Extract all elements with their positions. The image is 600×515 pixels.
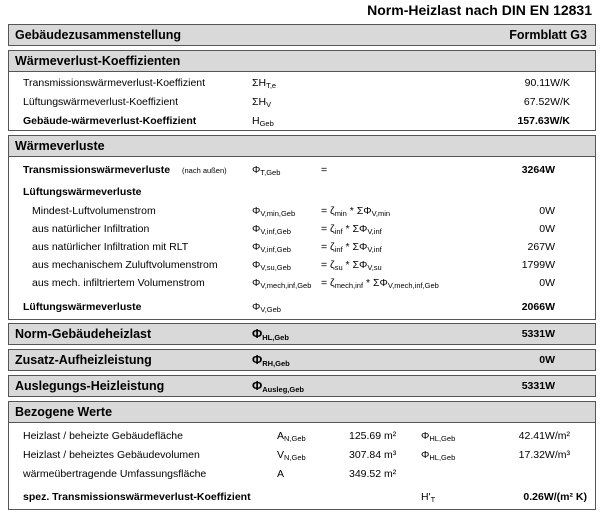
form-label: Formblatt G3 — [509, 28, 587, 42]
vent-label: Mindest-Luftvolumenstrom — [32, 205, 156, 217]
coef-label: Gebäude-wärmeverlust-Koeffizient — [23, 115, 197, 127]
header-title: Gebäudezusammenstellung — [15, 28, 182, 42]
coef-value: 157.63W/K — [517, 115, 570, 127]
vent-value: 0W — [539, 205, 555, 217]
vent-value: 0W — [539, 223, 555, 235]
coef-value: 67.52W/K — [523, 96, 570, 108]
ausleg-symbol: $\Phi_{Ausleg,Geb}$ — [252, 379, 304, 394]
section-header-losses — [8, 135, 596, 157]
vent-label: aus natürlicher Infiltration — [32, 223, 150, 235]
coef-title: Wärmeverlust-Koeffizienten — [15, 54, 181, 68]
related-values-section — [8, 422, 596, 510]
vent-value: 0W — [539, 277, 555, 289]
related-symbol-2: $\Phi_{HL,Geb}$ — [421, 449, 456, 462]
spez-value: 0.26W/(m² K) — [523, 491, 587, 503]
norm-title: Norm-Gebäudeheizlast — [15, 327, 152, 341]
vent-symbol: $\Phi_{V,inf,Geb}$ — [252, 223, 291, 236]
vent-symbol: $\Phi_{V,min,Geb}$ — [252, 205, 296, 218]
vent-formula: = $\zeta_{mech,inf} * \Sigma\Phi_{V,mech,inf,Geb}$ — [321, 277, 439, 290]
vent-label: aus mechanischem Zuluftvolumenstrom — [32, 259, 218, 271]
section-header-gebaeudezusammenstellung — [8, 24, 596, 46]
vent-symbol: $\Phi_{V,su,Geb}$ — [252, 259, 291, 272]
norm-value: 5331W — [521, 328, 555, 340]
section-header-coefficients — [8, 50, 596, 72]
document-title: Norm-Heizlast nach DIN EN 12831 — [367, 2, 592, 18]
norm-symbol: $\Phi_{HL,Geb}$ — [252, 327, 289, 342]
norm-heating-load-row — [8, 323, 596, 345]
trans-eq: = — [321, 164, 328, 176]
related-value: 125.69 m² — [349, 430, 397, 442]
related-label: wärmeübertragende Umfassungsfläche — [23, 468, 207, 480]
related-symbol: $A_{N,Geb}$ — [277, 430, 306, 443]
coef-symbol: $H_{Geb}$ — [252, 115, 274, 128]
trans-value: 3264W — [521, 164, 555, 176]
vent-title: Lüftungswärmeverluste — [23, 186, 142, 198]
related-value: 349.52 m² — [349, 468, 397, 480]
reheat-row — [8, 349, 596, 371]
related-value: 307.84 m³ — [349, 449, 397, 461]
related-value-2: 17.32W/m³ — [518, 449, 570, 461]
vent-value: 1799W — [521, 259, 555, 271]
related-symbol-2: $\Phi_{HL,Geb}$ — [421, 430, 456, 443]
ausleg-title: Auslegungs-Heizleistung — [15, 379, 165, 393]
trans-symbol: $\Phi_{T,Geb}$ — [252, 164, 281, 177]
coef-symbol: $\Sigma H_{T,e}$ — [252, 77, 277, 90]
vent-total-label: Lüftungswärmeverluste — [23, 301, 142, 313]
vent-formula: = $\zeta_{min} * \Sigma\Phi_{V,min}$ — [321, 205, 391, 218]
vent-total-value: 2066W — [521, 301, 555, 313]
ausleg-value: 5331W — [521, 380, 555, 392]
related-label: Heizlast / beheiztes Gebäudevolumen — [23, 449, 200, 461]
vent-formula: = $\zeta_{su} * \Sigma\Phi_{V,su}$ — [321, 259, 382, 272]
zusatz-symbol: $\Phi_{RH,Geb}$ — [252, 353, 290, 368]
trans-label: Transmissionswärmeverluste — [23, 164, 171, 176]
vent-formula: = $\zeta_{inf} * \Sigma\Phi_{V,inf}$ — [321, 223, 382, 236]
coef-section — [8, 71, 596, 131]
vent-formula: = $\zeta_{inf} * \Sigma\Phi_{V,inf}$ — [321, 241, 382, 254]
vent-label: aus natürlicher Infiltration mit RLT — [32, 241, 189, 253]
coef-label: Transmissionswärmeverlust-Koeffizient — [23, 77, 206, 89]
zusatz-title: Zusatz-Aufheizleistung — [15, 353, 152, 367]
section-header-related — [8, 401, 596, 423]
vent-total-symbol: $\Phi_{V,Geb}$ — [252, 301, 281, 314]
vent-symbol: $\Phi_{V,mech,inf,Geb}$ — [252, 277, 312, 290]
zusatz-value: 0W — [539, 354, 555, 366]
related-symbol: A — [277, 468, 285, 480]
related-symbol: $V_{N,Geb}$ — [277, 449, 306, 462]
coef-value: 90.11W/K — [524, 77, 570, 89]
spez-label: spez. Transmissionswärmeverlust-Koeffizient — [23, 491, 251, 503]
related-value-2: 42.41W/m² — [518, 430, 570, 442]
vent-value: 267W — [527, 241, 555, 253]
bezogen-title: Bezogene Werte — [15, 405, 113, 419]
related-label: Heizlast / beheizte Gebäudefläche — [23, 430, 183, 442]
coef-symbol: $\Sigma H_V$ — [252, 96, 272, 109]
losses-title: Wärmeverluste — [15, 139, 105, 153]
vent-label: aus mech. infiltriertem Volumenstrom — [32, 277, 205, 289]
spez-symbol: $H'_T$ — [421, 491, 436, 504]
design-heating-row — [8, 375, 596, 397]
trans-note: (nach außen) — [182, 166, 227, 175]
vent-symbol: $\Phi_{V,inf,Geb}$ — [252, 241, 291, 254]
losses-section — [8, 156, 596, 320]
coef-label: Lüftungswärmeverlust-Koeffizient — [23, 96, 179, 108]
